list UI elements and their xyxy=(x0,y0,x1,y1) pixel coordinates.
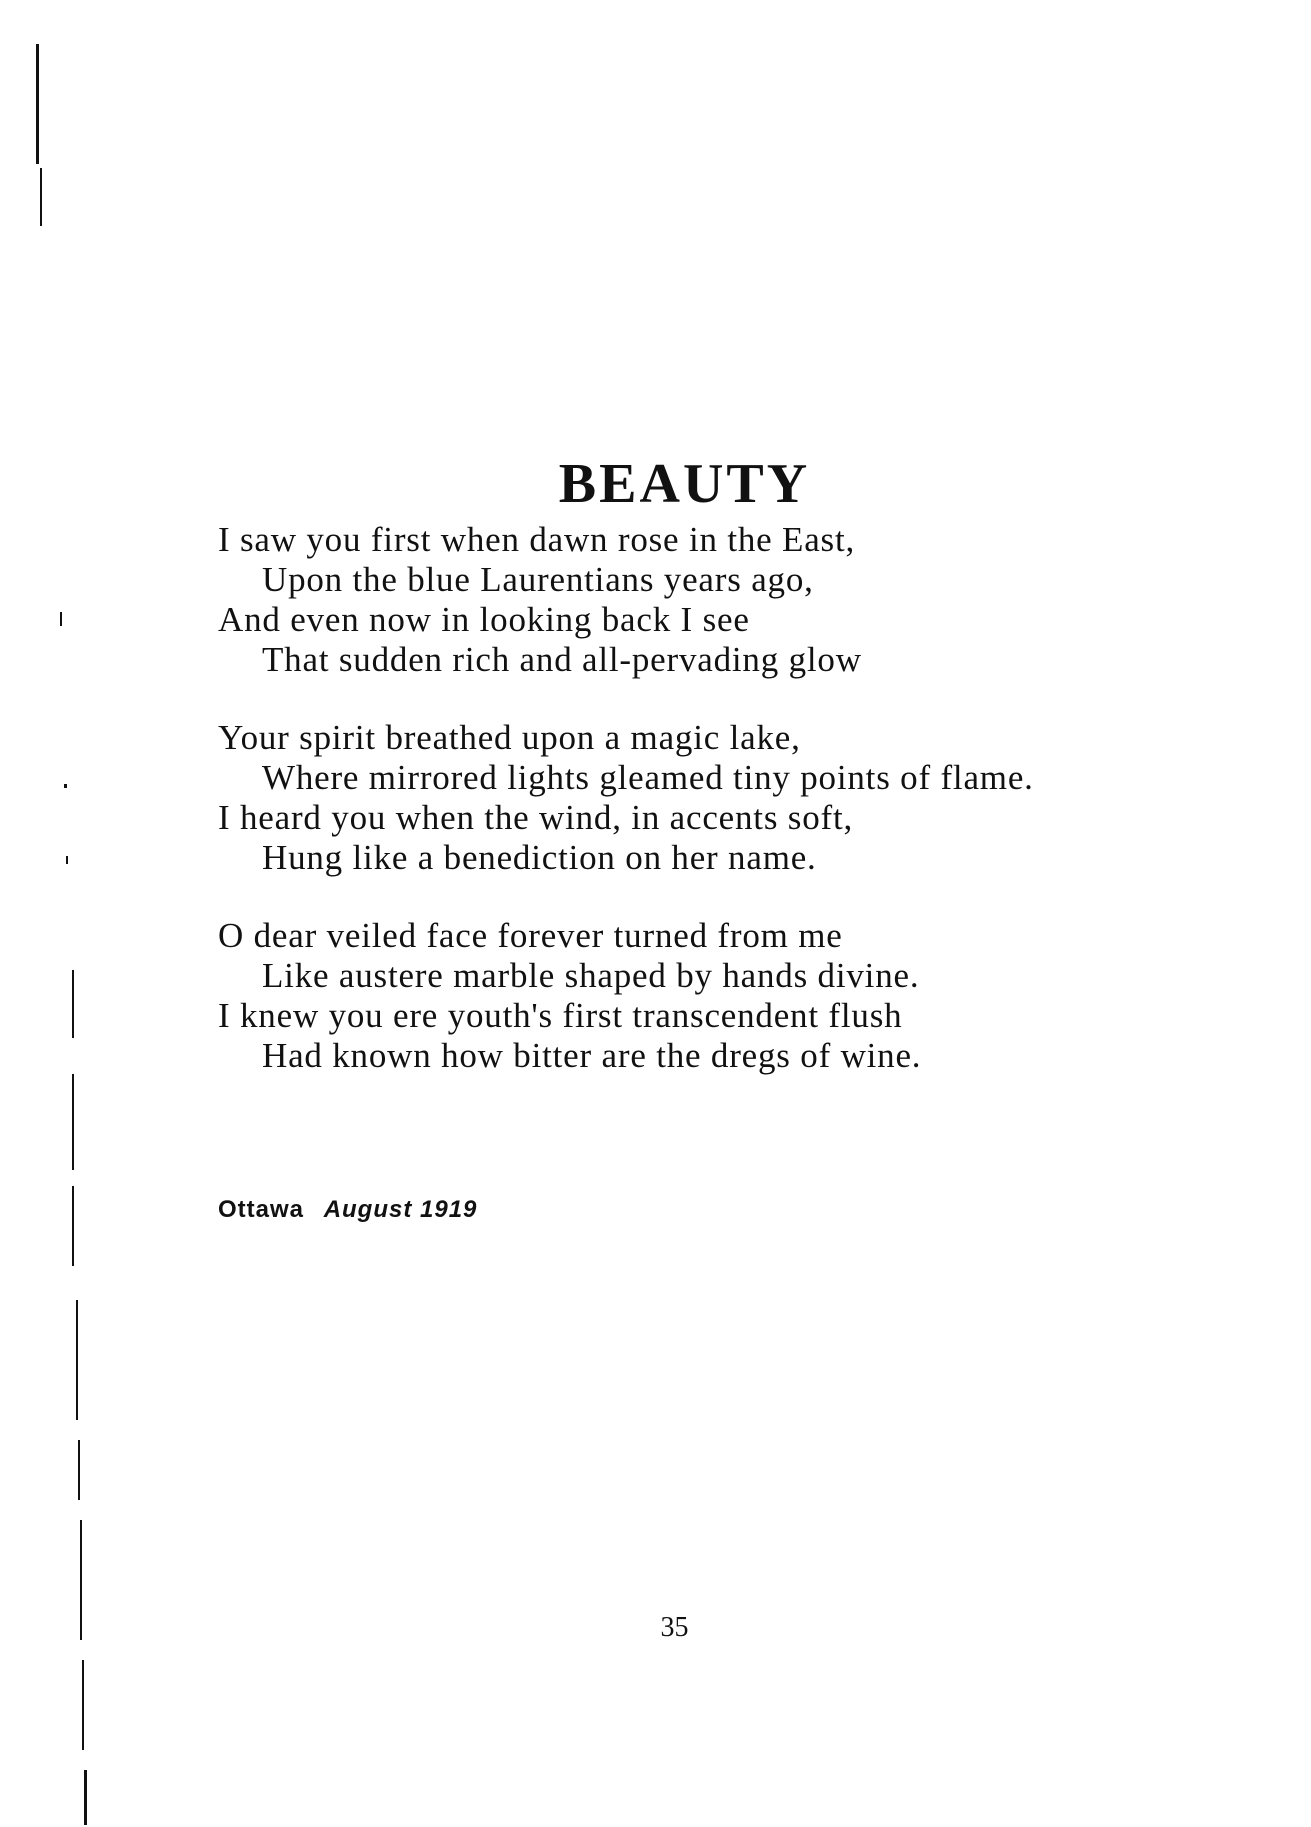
scan-edge-mark xyxy=(84,1770,87,1825)
scan-edge-mark xyxy=(60,612,62,626)
poem-line: I saw you first when dawn rose in the East, xyxy=(218,520,856,559)
poem-line: That sudden rich and all-pervading glow xyxy=(262,640,862,679)
scan-edge-mark xyxy=(72,1074,74,1170)
scan-edge-mark xyxy=(40,168,42,226)
scan-edge-mark xyxy=(82,1660,84,1750)
scan-edge-mark xyxy=(36,44,39,164)
scan-edge-mark xyxy=(72,1186,74,1266)
scan-edge-mark xyxy=(66,856,68,864)
poem-line: O dear veiled face forever turned from me xyxy=(218,916,843,955)
dateline-date: August 1919 xyxy=(323,1196,478,1223)
poem-line: And even now in looking back I see xyxy=(218,600,750,639)
poem-line: Like austere marble shaped by hands divine. xyxy=(262,956,920,995)
poem-body xyxy=(218,520,1034,1114)
poem-line: Upon the blue Laurentians years ago, xyxy=(262,560,814,599)
scan-edge-mark xyxy=(64,784,67,788)
poem-title: BEAUTY xyxy=(558,452,811,515)
page-number: 35 xyxy=(660,1612,689,1643)
scan-edge-mark xyxy=(78,1440,80,1500)
stanza-2 xyxy=(218,718,1034,878)
stanza-1 xyxy=(218,520,1034,680)
poem-line: I heard you when the wind, in accents soft, xyxy=(218,798,854,837)
scan-edge-mark xyxy=(76,1300,78,1420)
poem-line: Where mirrored lights gleamed tiny points of flame. xyxy=(262,758,1034,797)
stanza-3 xyxy=(218,916,1034,1076)
dateline-place: Ottawa xyxy=(218,1196,305,1223)
poem-line: I knew you ere youth's first transcendent flush xyxy=(218,996,903,1035)
scan-edge-mark xyxy=(72,970,74,1038)
poem-line: Had known how bitter are the dregs of wine. xyxy=(262,1036,922,1075)
poem-line: Your spirit breathed upon a magic lake, xyxy=(218,718,801,757)
poem-line: Hung like a benediction on her name. xyxy=(262,838,817,877)
dateline xyxy=(218,1196,477,1224)
